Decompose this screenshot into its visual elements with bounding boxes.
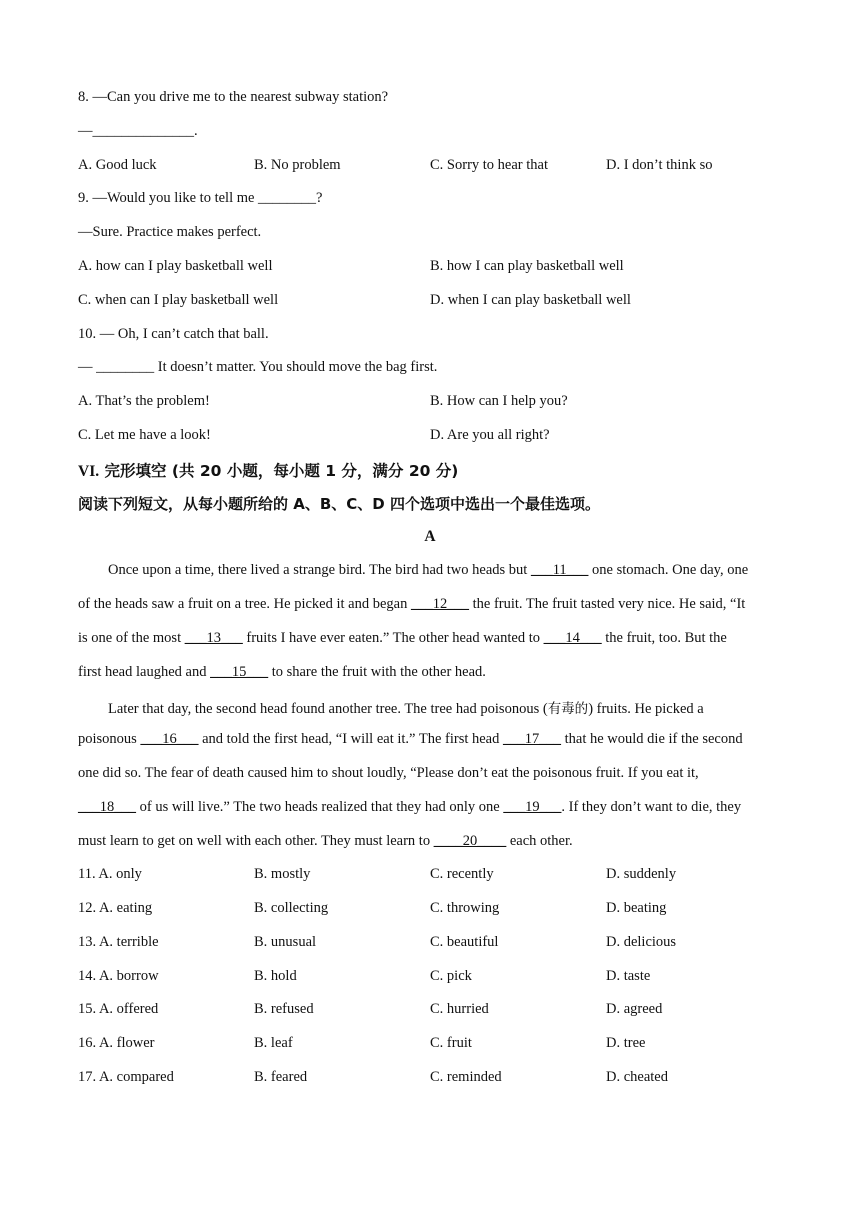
option-15-c: C. hurried [430,1001,489,1017]
passage-text: one did so. The fear of death caused him to shout loudly, “Please don’t eat the poisonous fruit. If you eat it, [78,765,699,781]
option-16-b: B. leaf [254,1035,293,1051]
q8-option-d: D. I don’t think so [606,157,713,173]
passage-text: of us will live.” The two heads realized that they had only one [136,799,504,815]
options-row-17 [78,1069,778,1089]
option-13-c: C. beautiful [430,934,499,950]
passage-text: Later that day, the second head found another tree. The tree had poisonous ( [108,701,548,717]
option-17-b: B. feared [254,1069,308,1085]
options-row-14 [78,968,778,988]
options-row-11 [78,866,778,886]
passage-text: must learn to get on well with each other. They must learn to [78,833,434,849]
option-14-c: C. pick [430,968,472,984]
q8-option-b: B. No problem [254,157,341,173]
section-title: 完形填空 (共 20 小题，每小题 1 分，满分 20 分) [99,462,459,480]
passage-line-7 [78,765,699,782]
q8-options [78,157,778,177]
option-11-c: C. recently [430,866,494,882]
option-13-d: D. delicious [606,934,677,950]
q10-stem: 10. — Oh, I can’t catch that ball. [78,326,269,342]
passage-text: to share the fruit with the other head. [268,664,486,680]
q10-option-d: D. Are you all right? [430,427,550,443]
option-11-b: B. mostly [254,866,311,882]
option-12-d: D. beating [606,900,667,916]
option-17-c: C. reminded [430,1069,502,1085]
passage-text: one stomach. One day, one [588,562,749,578]
passage-line-2 [78,596,745,613]
q8-option-a: A. Good luck [78,157,157,173]
option-14-d: D. taste [606,968,651,984]
blank-16: ___16___ [140,731,199,747]
option-17-a: 17. A. compared [78,1069,174,1085]
q9-stem: 9. —Would you like to tell me ________? [78,190,323,206]
passage-line-8 [78,799,741,816]
passage-text: of the heads saw a fruit on a tree. He picked it and began [78,596,411,612]
option-15-b: B. refused [254,1001,314,1017]
option-11-d: D. suddenly [606,866,677,882]
passage-line-5 [108,697,704,718]
q10-option-b: B. How can I help you? [430,393,568,409]
q10-options-row1 [78,393,778,413]
option-12-a: 12. A. eating [78,900,153,916]
blank-17: ___17___ [503,731,561,747]
q9-options-row1 [78,258,778,278]
options-row-13 [78,934,778,954]
option-15-a: 15. A. offered [78,1001,159,1017]
gloss-poisonous: 有毒的 [547,701,589,717]
option-12-c: C. throwing [430,900,500,916]
passage-text: the fruit, too. But the [601,630,727,646]
passage-line-1 [108,562,748,579]
option-17-d: D. cheated [606,1069,668,1085]
q8-option-c: C. Sorry to hear that [430,157,548,173]
option-11-a: 11. A. only [78,866,142,882]
blank-11: ___11___ [530,562,589,578]
section-roman: VI. [78,463,100,480]
blank-18: ___18___ [78,799,136,815]
q9-option-a: A. how can I play basketball well [78,258,273,274]
section-heading [78,459,458,481]
option-13-a: 13. A. terrible [78,934,159,950]
passage-line-9 [78,833,573,850]
blank-13: ___13___ [184,630,243,646]
options-row-15 [78,1001,778,1021]
passage-text: each other. [506,833,573,849]
passage-line-3 [78,630,727,647]
passage-label: A [424,528,436,545]
passage-text: that he would die if the second [561,731,743,747]
passage-text: the fruit. The fruit tasted very nice. He said, “It [468,596,746,612]
passage-text: poisonous [78,731,141,747]
option-16-d: D. tree [606,1035,646,1051]
option-16-a: 16. A. flower [78,1035,155,1051]
blank-15: ___15___ [210,664,269,680]
q9-reply: —Sure. Practice makes perfect. [78,224,262,240]
passage-line-4 [78,664,486,681]
option-14-b: B. hold [254,968,297,984]
q10-reply: — ________ It doesn’t matter. You should move the bag first. [78,359,438,375]
option-16-c: C. fruit [430,1035,472,1051]
q8-reply: —______________. [78,123,198,139]
option-15-d: D. agreed [606,1001,663,1017]
passage-text: is one of the most [78,630,185,646]
q9-option-d: D. when I can play basketball well [430,292,631,308]
options-row-16 [78,1035,778,1055]
blank-19: ___19___ [503,799,562,815]
option-14-a: 14. A. borrow [78,968,159,984]
passage-text: ) fruits. He picked a [588,701,704,717]
passage-text: fruits I have ever eaten.” The other head wanted to [242,630,544,646]
q9-option-c: C. when can I play basketball well [78,292,279,308]
q8-stem: 8. —Can you drive me to the nearest subway station? [78,89,389,105]
q9-option-b: B. how I can play basketball well [430,258,624,274]
blank-12: ___12___ [410,596,469,612]
passage-line-6 [78,731,743,748]
passage-text: Once upon a time, there lived a strange bird. The bird had two heads but [108,562,531,578]
passage-text: first head laughed and [78,664,211,680]
q10-option-a: A. That’s the problem! [78,393,210,409]
blank-20: ____20____ [433,833,507,849]
options-row-12 [78,900,778,920]
section-instruction: 阅读下列短文，从每小题所给的 A、B、C、D 四个选项中选出一个最佳选项。 [78,495,600,513]
q10-options-row2 [78,427,778,447]
q10-option-c: C. Let me have a look! [78,427,211,443]
option-12-b: B. collecting [254,900,329,916]
q9-options-row2 [78,292,778,312]
passage-text: . If they don’t want to die, they [561,799,742,815]
blank-14: ___14___ [543,630,602,646]
option-13-b: B. unusual [254,934,317,950]
passage-text: and told the first head, “I will eat it.” The first head [198,731,503,747]
